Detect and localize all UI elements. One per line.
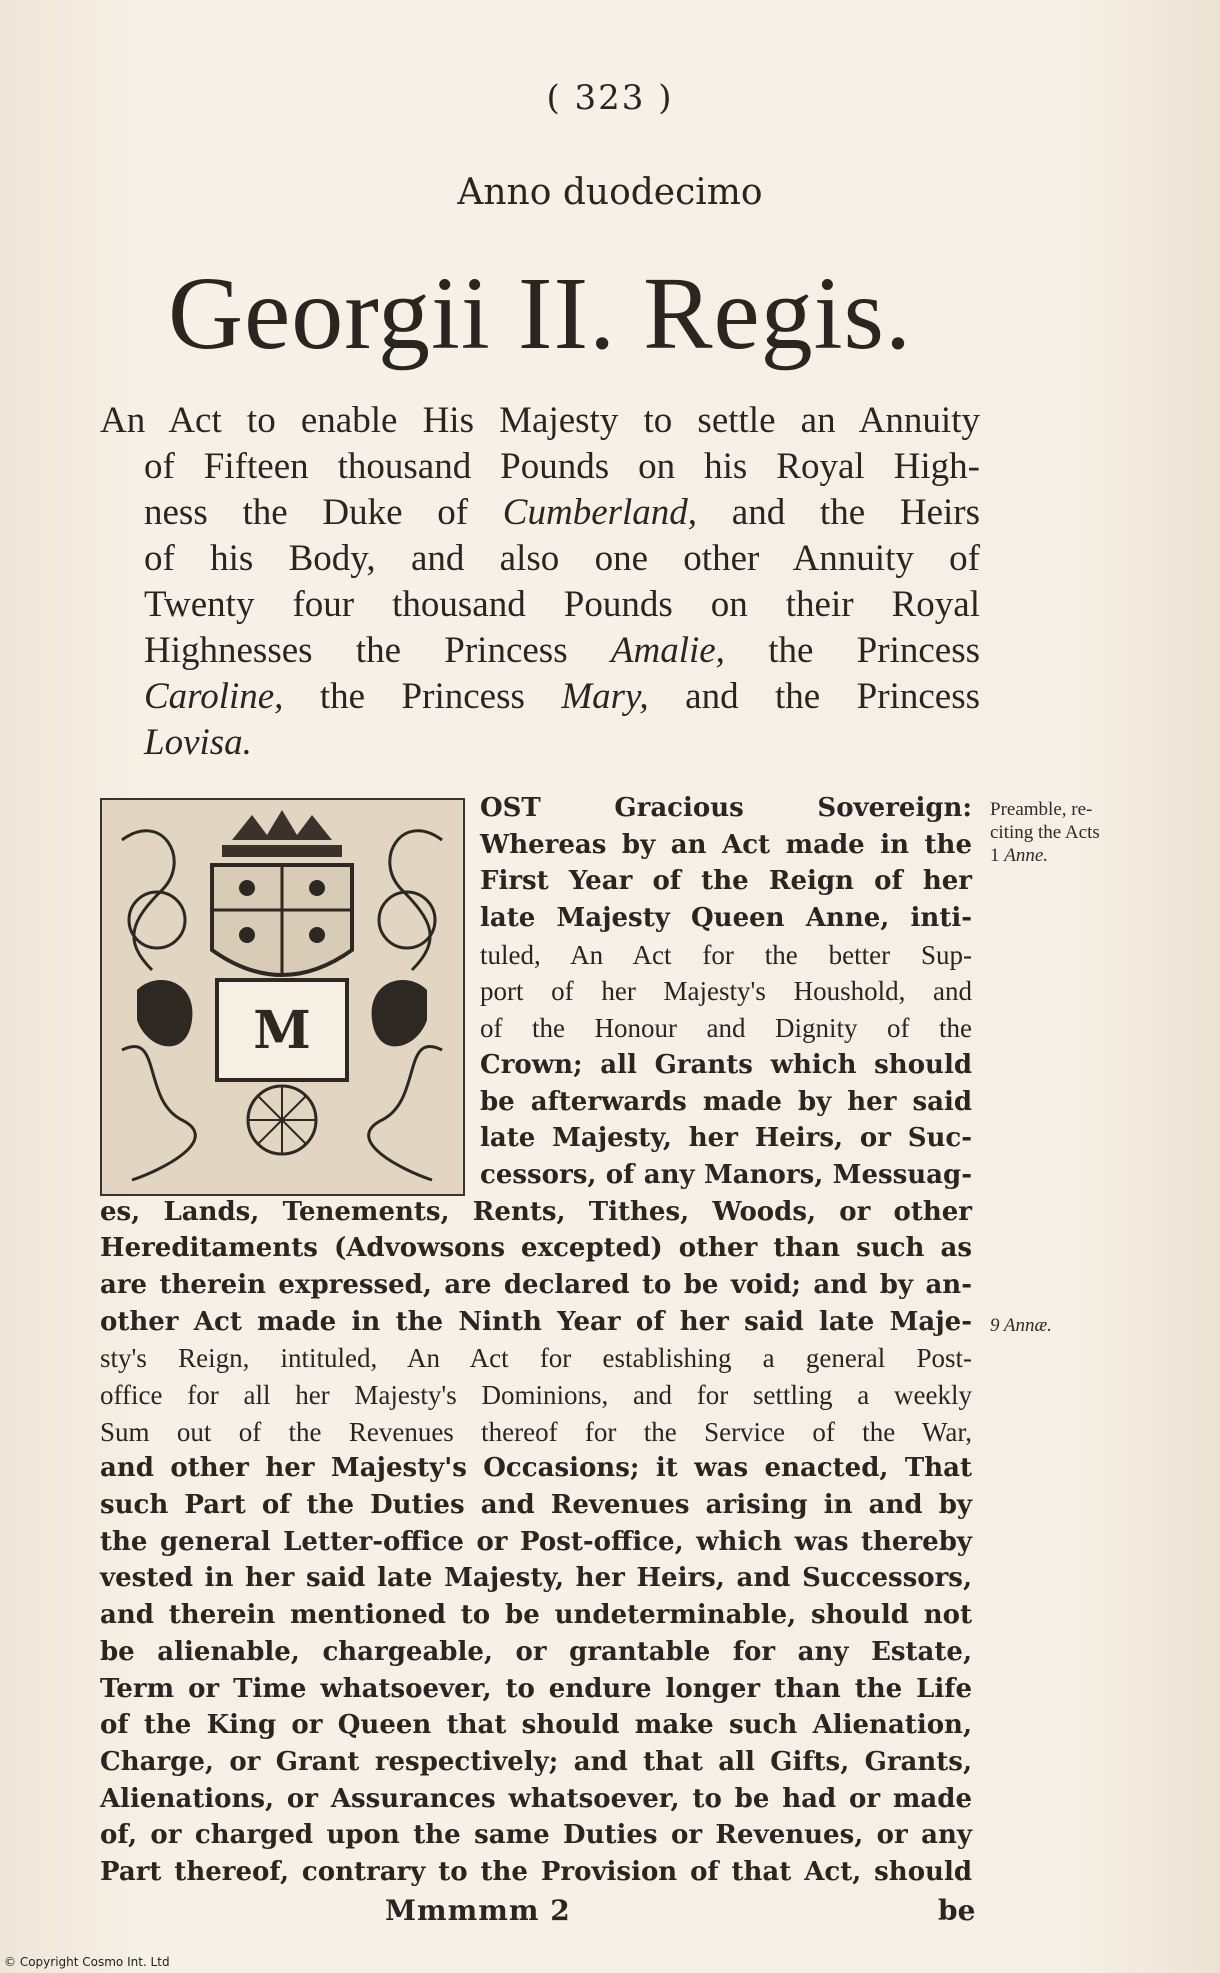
body-line: es, Lands, Tenements, Rents, Tithes, Woods, or other <box>100 1196 972 1227</box>
body-line: Alienations, or Assurances whatsoever, to be had or made <box>100 1783 972 1814</box>
body-line: of the Honour and Dignity of the <box>480 1013 972 1044</box>
body-line: Whereas by an Act made in the <box>480 829 972 860</box>
act-title-line: Twenty four thousand Pounds on their Royal <box>144 584 980 625</box>
body-line: late Majesty, her Heirs, or Suc- <box>480 1123 972 1154</box>
body-line: vested in her said late Majesty, her Heirs, and Successors, <box>100 1563 972 1594</box>
body-line: the general Letter-office or Post-office, which was thereby <box>100 1526 972 1557</box>
body-line: Part thereof, contrary to the Provision of that Act, should <box>100 1856 972 1887</box>
body-line: Sum out of the Revenues thereof for the Service of the War, <box>100 1416 972 1447</box>
signature-mark: Mmmmm 2 <box>385 1894 571 1927</box>
body-line: other Act made in the Ninth Year of her said late Maje- <box>100 1306 972 1337</box>
anno-heading: Anno duodecimo <box>457 172 763 213</box>
body-line: First Year of the Reign of her <box>480 866 972 897</box>
act-title <box>100 398 980 766</box>
body-line: of the King or Queen that should make such Alienation, <box>100 1710 972 1741</box>
body-line: and other her Majesty's Occasions; it was enacted, That <box>100 1453 972 1484</box>
body-line: tuled, An Act for the better Sup- <box>480 939 972 970</box>
body-line: Hereditaments (Advowsons excepted) other than such as <box>100 1233 972 1264</box>
act-title-line: ness the Duke of Cumberland, and the Heirs <box>144 492 980 533</box>
body-text <box>100 790 972 1891</box>
body-line: cessors, of any Manors, Messuag- <box>480 1159 972 1190</box>
body-line: be alienable, chargeable, or grantable for any Estate, <box>100 1636 972 1667</box>
body-line: of, or charged upon the same Duties or Revenues, or any <box>100 1820 972 1851</box>
body-line: port of her Majesty's Houshold, and <box>480 976 972 1007</box>
body-line: such Part of the Duties and Revenues arising in and by <box>100 1490 972 1521</box>
body-line: Crown; all Grants which should <box>480 1049 972 1080</box>
body-line: OST Gracious Sovereign: <box>480 793 972 823</box>
act-title-line: Caroline, the Princess Mary, and the Princess <box>144 676 980 717</box>
catchword: be <box>938 1894 976 1927</box>
body-line: be afterwards made by her said <box>480 1086 972 1117</box>
copyright-watermark: © Copyright Cosmo Int. Ltd <box>4 1955 170 1969</box>
margin-note-preamble: Preamble, re- citing the Acts 1 Anne. <box>990 799 1100 866</box>
body-line: Term or Time whatsoever, to endure longer than the Life <box>100 1673 972 1704</box>
body-line: office for all her Majesty's Dominions, and for settling a weekly <box>100 1380 972 1410</box>
body-line: late Majesty Queen Anne, inti- <box>480 903 972 934</box>
page-number: ( 323 ) <box>546 78 674 118</box>
act-title-line: Lovisa. <box>144 722 252 763</box>
body-line: sty's Reign, intituled, An Act for establishing a general Post- <box>100 1343 972 1374</box>
svg-text:M: M <box>253 1000 311 1061</box>
body-line: Charge, or Grant respectively; and that all Gifts, Grants, <box>100 1746 972 1777</box>
main-title: Georgii II. Regis. <box>168 256 912 371</box>
act-title-line: Highnesses the Princess Amalie, the Princess <box>144 630 980 671</box>
act-title-line: of his Body, and also one other Annuity of <box>144 538 980 579</box>
act-title-line: An Act to enable His Majesty to settle an Annuity <box>100 400 980 441</box>
body-line: are therein expressed, are declared to be void; and by an- <box>100 1269 972 1300</box>
margin-note-nine-anne: 9 Annæ. <box>990 1315 1052 1336</box>
act-title-line: of Fifteen thousand Pounds on his Royal High- <box>144 446 980 487</box>
body-line: and therein mentioned to be undeterminable, should not <box>100 1600 972 1631</box>
